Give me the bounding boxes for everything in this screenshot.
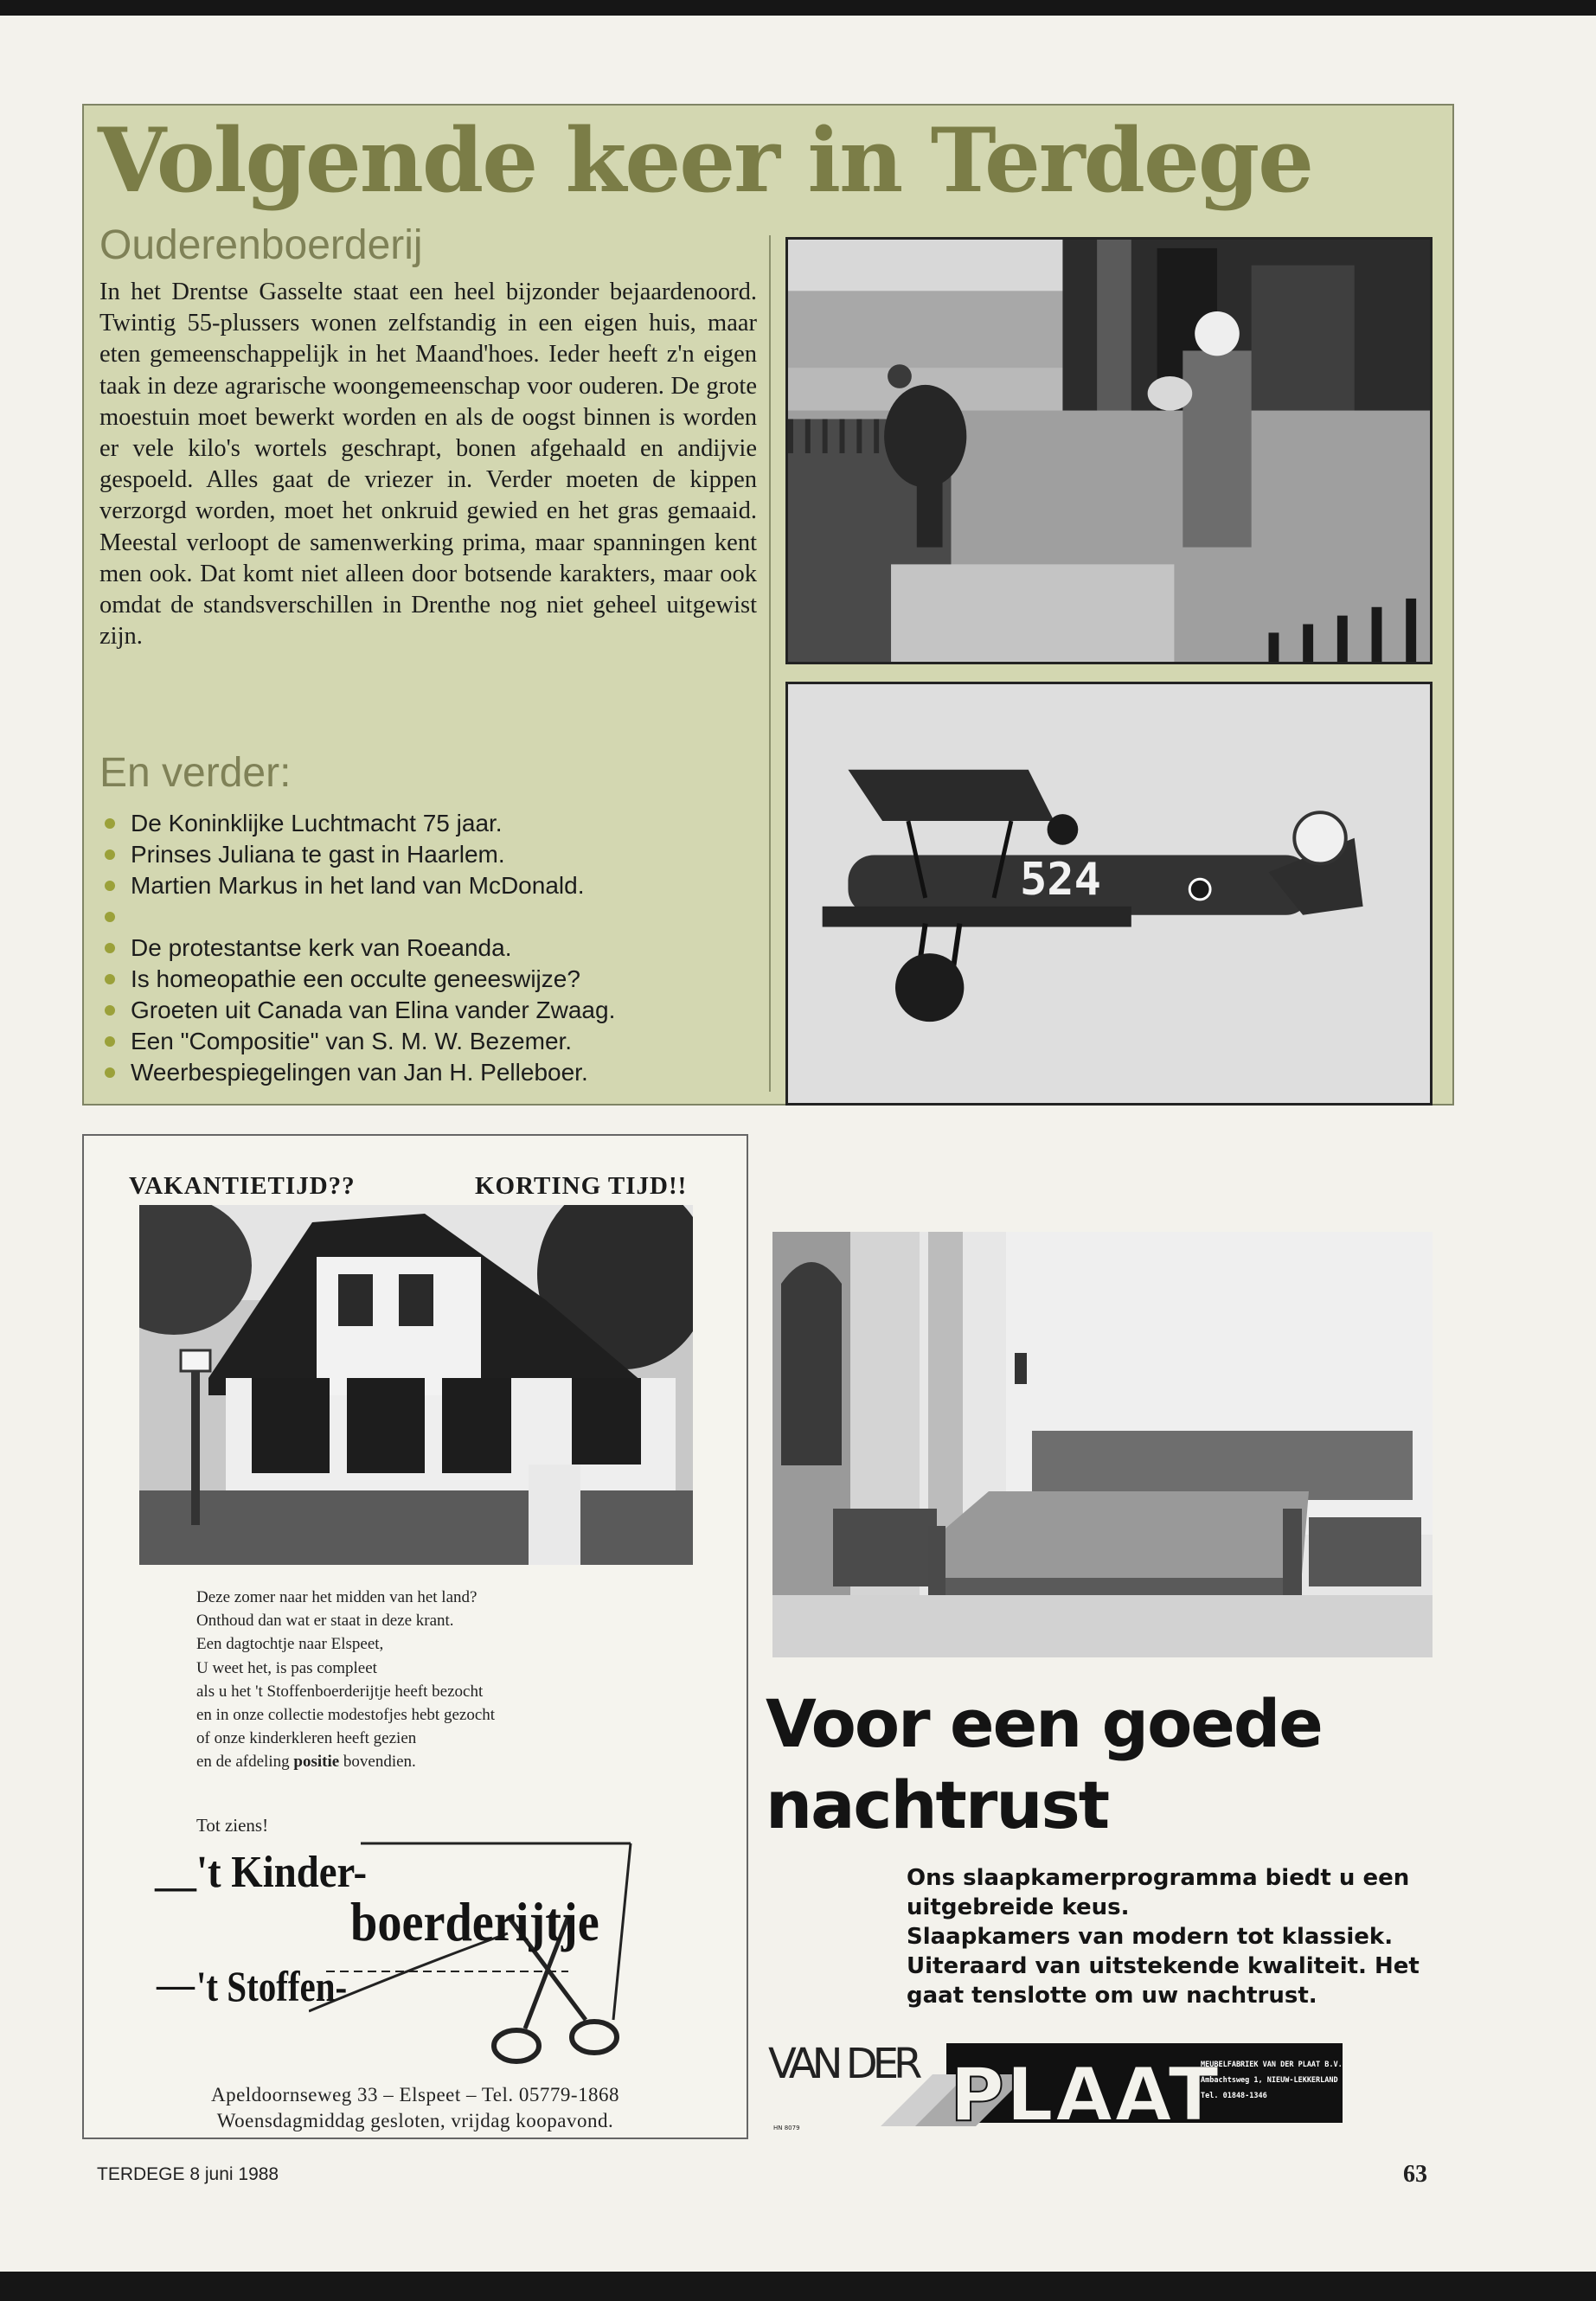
bullet-icon — [105, 849, 115, 860]
bedroom-ad-title: Voor een goede nachtrust — [766, 1685, 1322, 1843]
logo-plaat: PLAAT — [950, 2052, 1221, 2138]
article-text: In het Drentse Gasselte staat een heel bijzonder bejaardenoord. Twintig 55-plussers wonen zelfstandig in een eigen huis, maar eten gemeenschappelijk in het Maand'hoes. Ieder heeft z'n eigen taak in deze agrarische woongemeenschap voor ouderen. De grote moestuin moet bewerkt worden en als de oogst binnen is worden er vele kilo's wortels geschrapt, bonen afgehaald en andijvie gespoeld. Alles gaat de vriezer in. Verder moeten de kippen verzorgd worden, moet het onkruid gewied en het gras gemaaid. Meestal verloopt de samenwerking prima, maar spanningen kent men ook. Dat komt niet alleen door botsende karakters, maar ook omdat de standsverschillen in Drenthe nog niet geheel uitgewist zijn. — [99, 279, 757, 651]
bullet-icon — [105, 1005, 115, 1016]
logo-van-der: VAN DER — [768, 2040, 918, 2088]
list-item: De Koninklijke Luchtmacht 75 jaar. — [99, 808, 757, 839]
ad-heading-korting: KORTING TIJD!! — [475, 1172, 688, 1200]
page-number: 63 — [1403, 2161, 1427, 2188]
logo-company-info: MEUBELFABRIEK VAN DER PLAAT B.V. Ambachtsweg 1, NIEUW-LEKKERLAND Tel. 01848-1346 — [1201, 2061, 1343, 2100]
list-item: Groeten uit Canada van Elina vander Zwaag. — [99, 995, 757, 1026]
list-item: Is homeopathie een occulte geneeswijze? — [99, 964, 757, 995]
bullet-icon — [105, 943, 115, 953]
publication-footer: TERDEGE 8 juni 1988 — [97, 2164, 279, 2184]
next-issue-panel — [82, 104, 1454, 1106]
list-item: Weerbespiegelingen van Jan H. Pelleboer. — [99, 1057, 757, 1088]
list-item — [99, 901, 757, 933]
farm-photo-illustration — [788, 240, 1430, 662]
logo-line-kinder: 't Kinder- — [196, 1848, 368, 1897]
bullet-icon — [105, 974, 115, 984]
airplane-photo-illustration — [788, 684, 1430, 1103]
logo-dash: — — [157, 1964, 195, 2006]
section-title: Ouderenboerderij — [99, 222, 423, 268]
logo-dash: — — [155, 1863, 196, 1909]
bullet-icon — [105, 1036, 115, 1047]
airplane-photo — [785, 682, 1433, 1106]
ad-body-text: Deze zomer naar het midden van het land? Onthoud dan wat er staat in deze krant. Een dagtochtje naar Elspeet, U weet het, is pas compleet als u het 't Stoffenboerderijtje heeft bezocht en in onze collectie modestofjes hebt gezocht of onze kinderkleren heeft gezien en de afdeling positie bovendien. — [196, 1588, 496, 1772]
stoffenboerderijtje-ad — [82, 1134, 748, 2139]
list-item: Een "Compositie" van S. M. W. Bezemer. — [99, 1026, 757, 1057]
closing-text: Tot ziens! — [196, 1815, 269, 1836]
shop-address: Apeldoornseweg 33 – Elspeet – Tel. 05779-1868 — [210, 2084, 620, 2106]
list-item: Prinses Juliana te gast in Haarlem. — [99, 839, 757, 870]
farmhouse-photo — [139, 1205, 693, 1565]
logo-line-boerderijtje: boerderijtje — [350, 1891, 599, 1952]
list-item: Martien Markus in het land van McDonald. — [99, 870, 757, 901]
farmhouse-illustration — [139, 1205, 693, 1565]
bedroom-photo — [772, 1232, 1433, 1657]
more-list — [99, 808, 757, 1088]
plane-number: 524 — [1020, 854, 1101, 906]
shop-opening-hours: Woensdagmiddag gesloten, vrijdag koopavond. — [216, 2110, 614, 2131]
bullet-icon — [105, 881, 115, 891]
column-divider — [769, 235, 771, 1092]
bullet-icon — [105, 912, 115, 922]
van-der-plaat-logo — [768, 2031, 1434, 2144]
magazine-page — [0, 16, 1596, 2272]
ad-heading-vakantie: VAKANTIETIJD?? — [129, 1172, 356, 1200]
bullet-icon — [105, 1067, 115, 1078]
headline: Volgende keer in Terdege — [98, 109, 1313, 213]
bedroom-ad-body: Ons slaapkamerprogramma biedt u een uitgebreide keus. Slaapkamers van modern tot klassiek. Uiteraard van uitstekende kwaliteit. Het gaat tenslotte om uw nachtrust. — [907, 1865, 1420, 2009]
farm-photo — [785, 237, 1433, 664]
logo-line-stoffen: 't Stoffen- — [196, 1962, 348, 2010]
list-item: De protestantse kerk van Roeanda. — [99, 933, 757, 964]
ad-code: HN 8079 — [773, 2125, 800, 2131]
bedroom-illustration — [772, 1232, 1433, 1657]
more-title: En verder: — [99, 750, 292, 796]
bullet-icon — [105, 818, 115, 829]
